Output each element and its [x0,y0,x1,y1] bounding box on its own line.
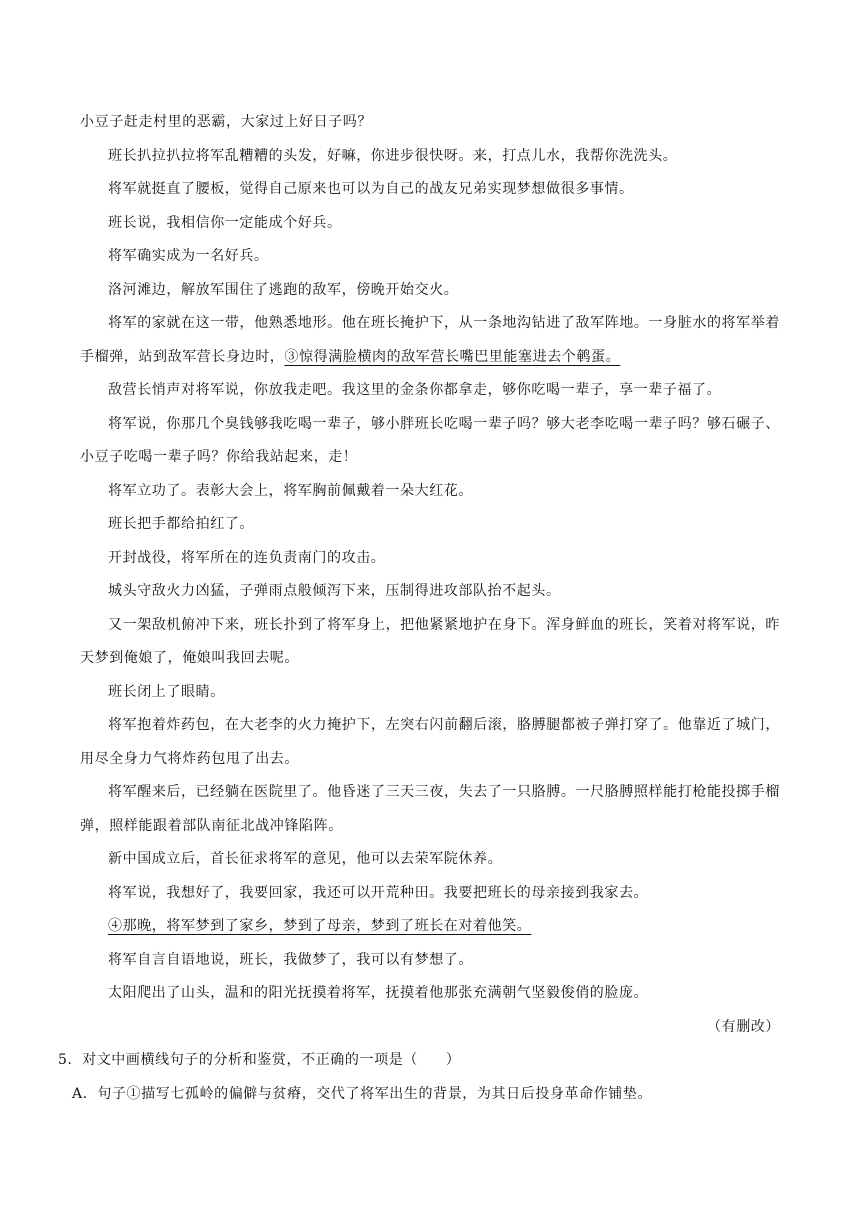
paragraph-15: 班长闭上了眼睛。 [108,683,225,700]
paragraph-22: 太阳爬出了山头，温和的阳光抚摸着将军，抚摸着他那张充满朝气坚毅俊俏的脸庞。 [108,985,649,1001]
paragraph-19: 将军说，我想好了，我要回家，我还可以开荒种田。我要把班长的母亲接到我家去。 [108,884,649,901]
paragraph-18: 新中国成立后，首长征求将军的意见，他可以去荣军院休养。 [108,851,503,867]
option-a-label: A． [72,1085,98,1102]
paragraph-16: 将军抱着炸药包，在大老李的火力掩护下，左突右闪前翻后滚，胳膊腿都被子弹打穿了。他靠近了城门，用尽全身力气将炸药包甩了出去。 [80,717,780,767]
question-close: ） [445,1052,461,1068]
paragraph-11: 班长把手都给拍红了。 [108,516,254,532]
paragraph-2: 班长扒拉扒拉将军乱糟糟的头发，好嘛，你进步很快呀。来，打点儿水，我帮你洗洗头。 [108,147,678,164]
option-a [58,1078,780,1112]
question-text: 对文中画横线句子的分析和鉴赏，不正确的一项是（ [82,1052,418,1068]
paragraph-6: 洛河滩边，解放军围住了逃跑的敌军，傍晚开始交火。 [108,281,459,298]
paragraph-12: 开封战役，将军所在的连负责南门的攻击。 [108,549,386,566]
option-a-text: 句子①描写七孤岭的偏僻与贫瘠，交代了将军出生的背景，为其日后投身革命作铺垫。 [97,1085,653,1102]
paragraph-10: 将军立功了。表彰大会上，将军胸前佩戴着一朵大红花。 [108,482,473,499]
paragraph-7 [80,307,780,374]
paragraph-5: 将军确实成为一名好兵。 [108,248,269,264]
paragraph-7-text: 将军的家就在这一带，他熟悉地形。他在班长掩护下，从一条地沟钻进了敌军阵地。一身脏水的将军举着手榴弹，站到敌军营长身边时， [80,315,780,365]
paragraph-4: 班长说，我相信你一定能成个好兵。 [108,214,342,231]
paragraph-1: 小豆子赶走村里的恶霸，大家过上好日子吗？ [80,114,372,130]
paragraph-21: 将军自言自语地说，班长，我做梦了，我可以有梦想了。 [108,951,473,968]
paragraph-3: 将军就挺直了腰板，觉得自己原来也可以为自己的战友兄弟实现梦想做很多事情。 [108,181,634,197]
question-5 [58,1044,780,1078]
paragraph-9: 将军说，你那几个臭钱够我吃喝一辈子，够小胖班长吃喝一辈子吗？够大老李吃喝一辈子吗？够石碾子、小豆子吃喝一辈子吗？你给我站起来，走！ [80,415,780,465]
article-body [58,106,780,1111]
underlined-sentence-4: ④那晚，将军梦到了家乡，梦到了母亲，梦到了班长在对着他笑。 [108,918,532,934]
paragraph-17: 将军醒来后，已经躺在医院里了。他昏迷了三天三夜，失去了一只胳膊。一尺胳膊照样能打枪能投掷手榴弹，照样能跟着部队南征北战冲锋陷阵。 [80,784,780,834]
underlined-sentence-3: ③惊得满脸横肉的敌军营长嘴巴里能塞进去个鹌蛋。 [284,348,621,365]
question-number: 5． [58,1052,83,1068]
paragraph-13: 城头守敌火力凶猛，子弹雨点般倾泻下来，压制得进攻部队抬不起头。 [108,583,561,599]
paragraph-20 [80,910,780,944]
paragraph-14: 又一架敌机俯冲下来，班长扑到了将军身上，把他紧紧地护在身下。浑身鲜血的班长，笑着对将军说，昨天梦到俺娘了，俺娘叫我回去呢。 [80,616,780,666]
source-note: （有删改） [707,1018,780,1035]
paragraph-8: 敌营长悄声对将军说，你放我走吧。我这里的金条你都拿走，够你吃喝一辈子，享一辈子福了。 [108,382,722,398]
